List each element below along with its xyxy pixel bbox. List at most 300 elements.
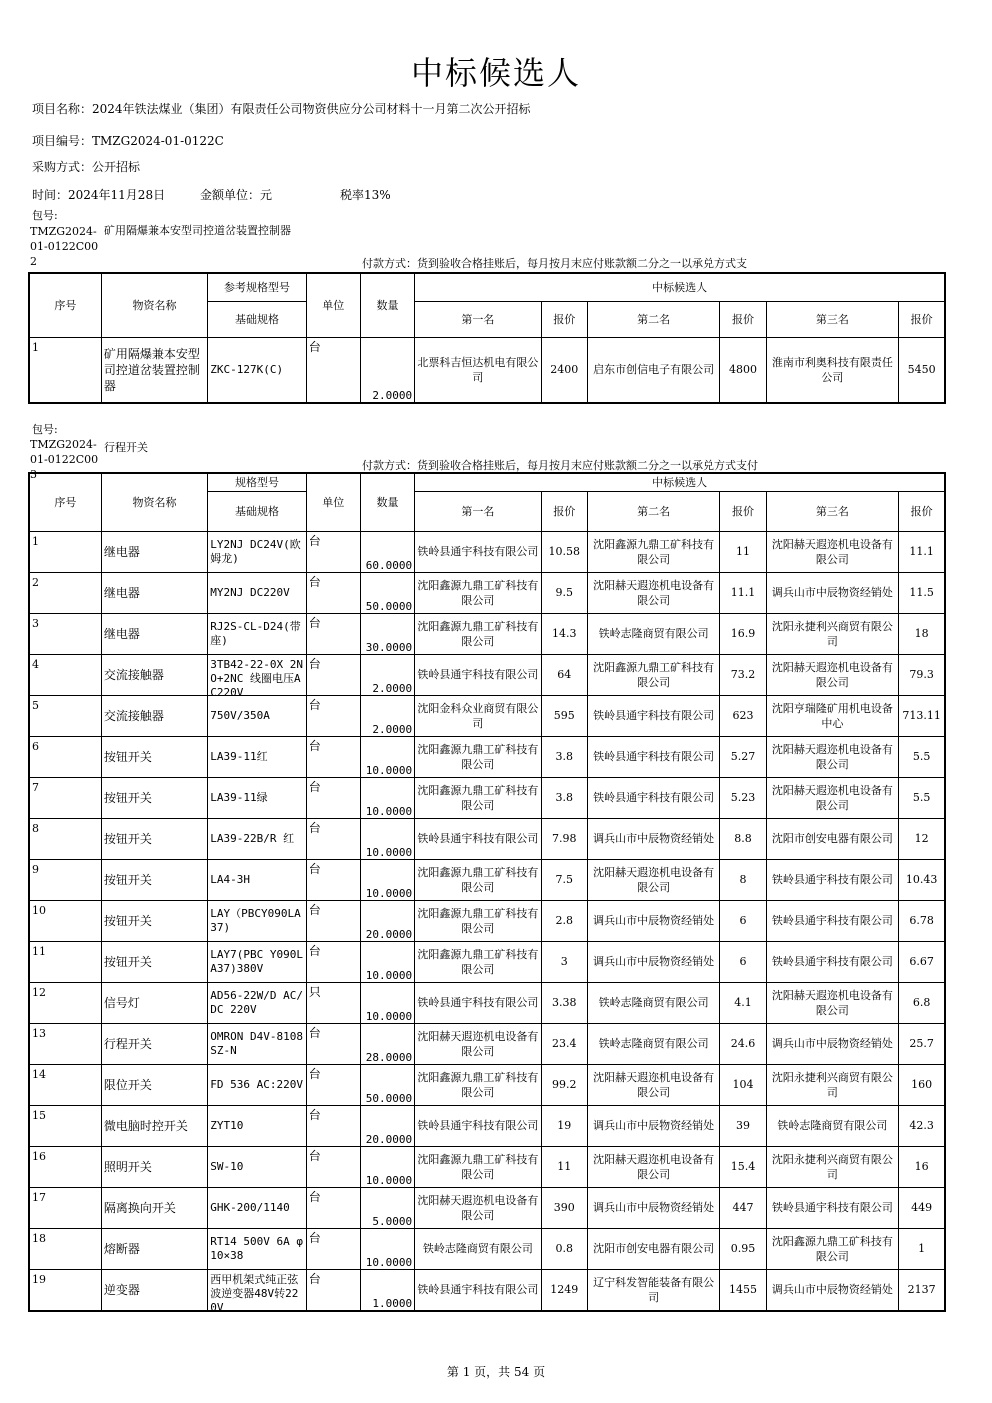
material-name-text: 隔离换向开关 [103,1200,176,1215]
candidate-third-name: 沈阳永捷利兴商贸有限公司 [771,1152,893,1181]
table-row [29,1023,945,1064]
table-row [29,1228,945,1269]
cell-unit [306,941,360,982]
cell-candidate-first [415,900,542,941]
cell-spec [208,572,306,613]
table-row [29,1269,945,1311]
cell-qty [360,1187,414,1228]
candidate-first-name: 沈阳鑫源九鼎工矿科技有限公司 [417,619,539,648]
spec-text: GHK-200/1140 [210,1200,290,1214]
seq-text: 11 [32,944,46,958]
cell-unit [306,1146,360,1187]
cell-unit [306,859,360,900]
material-name-text: 逆变器 [103,1282,140,1297]
cell-candidate-third [766,1023,899,1064]
seq-text: 15 [32,1108,46,1122]
cell-material-name [101,982,207,1023]
cell-qty [360,859,414,900]
seq-text: 12 [32,985,46,999]
cell-unit [306,1269,360,1311]
cell-spec [208,777,306,818]
header-qty: 数量 [360,473,414,531]
cell-candidate-third [766,982,899,1023]
candidate-third-name: 沈阳赫天遐迩机电设备有限公司 [771,660,893,689]
cell-spec [208,1146,306,1187]
cell-candidate-third [766,613,899,654]
cell-qty [360,982,414,1023]
spec-text: 3TB42-22-0X 2NO+2NC 线圈电压AC220V [210,657,303,699]
candidate-third-name: 沈阳永捷利兴商贸有限公司 [771,1070,893,1099]
cell-unit [306,572,360,613]
candidate-second-name: 调兵山市中辰物资经销处 [593,832,715,845]
cell-qty [360,777,414,818]
cell-candidate-second [587,736,720,777]
cell-qty [360,1064,414,1105]
cell-spec [208,654,306,699]
table-row [29,1146,945,1187]
header-spec: 基础规格 [208,491,306,531]
material-name-text: 交流接触器 [103,667,164,682]
candidate-second-name: 铁岭志隆商贸有限公司 [598,996,709,1009]
material-name-text: 继电器 [103,544,140,559]
cell-candidate-third [766,1146,899,1187]
cell-seq [29,572,101,613]
cell-price-third: 11.1 [899,531,945,572]
cell-price-third: 6.78 [899,900,945,941]
table-row [29,859,945,900]
seq-text: 10 [32,903,46,917]
unit-text: 台 [308,574,321,589]
cell-price-third: 1 [899,1228,945,1269]
candidate-first-name: 沈阳鑫源九鼎工矿科技有限公司 [417,578,539,607]
candidate-first-name: 沈阳鑫源九鼎工矿科技有限公司 [417,742,539,771]
table-row [29,572,945,613]
cell-price-third: 5450 [899,337,945,403]
cell-unit [306,1064,360,1105]
candidate-third-name: 调兵山市中辰物资经销处 [771,1037,893,1050]
cell-candidate-third [766,1187,899,1228]
package-description: 矿用隔爆兼本安型司控道岔装置控制器 [104,224,291,237]
cell-price-second: 4.1 [720,982,766,1023]
qty-text: 2.0000 [372,722,413,736]
cell-candidate-first [415,982,542,1023]
project-name: 项目名称：2024年铁法煤业（集团）有限责任公司物资供应分公司材料十一月第二次公开招标 [32,102,531,116]
cell-material-name [101,1105,207,1146]
cell-price-second: 24.6 [720,1023,766,1064]
cell-spec [208,859,306,900]
cell-qty [360,1228,414,1269]
cell-candidate-first [415,1023,542,1064]
cell-material-name [101,695,207,736]
cell-material-name [101,613,207,654]
candidate-second-name: 调兵山市中辰物资经销处 [593,955,715,968]
table-row [29,736,945,777]
unit-text: 台 [308,779,321,794]
header-second: 第二名 [587,491,720,531]
candidate-third-name: 铁岭志隆商贸有限公司 [777,1119,888,1132]
candidate-second-name: 铁岭志隆商贸有限公司 [598,627,709,640]
cell-material-name [101,900,207,941]
cell-price-second: 16.9 [720,613,766,654]
candidate-third-name: 铁岭县通宇科技有限公司 [771,1201,893,1214]
spec-text: AD56-22W/D AC/DC 220V [210,988,303,1016]
cell-price-first: 1249 [541,1269,587,1311]
material-name-text: 微电脑时控开关 [103,1118,188,1133]
cell-spec [208,1228,306,1269]
header-seq: 序号 [29,473,101,531]
cell-material-name [101,1187,207,1228]
cell-price-first: 99.2 [541,1064,587,1105]
cell-price-third: 42.3 [899,1105,945,1146]
cell-candidate-second [587,1228,720,1269]
purchase-method: 采购方式：公开招标 [32,160,141,174]
table-row [29,531,945,572]
cell-price-third: 18 [899,613,945,654]
unit-text: 台 [308,738,321,753]
cell-spec [208,736,306,777]
cell-material-name [101,1023,207,1064]
qty-text: 1.0000 [372,1296,413,1310]
cell-material-name [101,1228,207,1269]
seq-text: 1 [32,534,39,548]
candidate-first-name: 沈阳鑫源九鼎工矿科技有限公司 [417,865,539,894]
cell-candidate-first [415,531,542,572]
material-name-text: 按钮开关 [103,790,152,805]
cell-spec [208,941,306,982]
project-number: 项目编号：TMZG2024-01-0122C [32,134,224,148]
spec-text: LAY7(PBC Y090LA37)380V [210,947,303,975]
cell-candidate-third [766,1269,899,1311]
cell-qty [360,900,414,941]
page-footer: 第 1 页，共 54 页 [446,1365,546,1379]
qty-text: 10.0000 [365,886,413,900]
bid-table-package-2 [28,472,946,1312]
cell-candidate-third [766,695,899,736]
cell-material-name [101,941,207,982]
qty-text: 10.0000 [365,845,413,859]
cell-candidate-third [766,818,899,859]
page-title: 中标候选人 [410,54,581,92]
candidate-second-name: 调兵山市中辰物资经销处 [593,1119,715,1132]
cell-price-first: 7.98 [541,818,587,859]
candidate-third-name: 沈阳赫天遐迩机电设备有限公司 [771,742,893,771]
table-row [29,613,945,654]
cell-seq [29,1023,101,1064]
seq-text: 8 [32,821,39,835]
cell-candidate-second [587,900,720,941]
candidate-third-name: 调兵山市中辰物资经销处 [771,586,893,599]
cell-unit [306,900,360,941]
cell-qty [360,1146,414,1187]
cell-unit [306,1187,360,1228]
seq-text: 19 [32,1272,46,1286]
table-row [29,900,945,941]
cell-candidate-first [415,613,542,654]
seq-text: 13 [32,1026,46,1040]
unit-text: 台 [308,1025,321,1040]
cell-price-third: 79.3 [899,654,945,695]
seq-text: 5 [32,698,39,712]
cell-candidate-first [415,654,542,695]
cell-unit [306,982,360,1023]
cell-price-second: 104 [720,1064,766,1105]
cell-unit [306,777,360,818]
unit-text: 台 [308,615,321,630]
candidate-second-name: 沈阳市创安电器有限公司 [593,1242,715,1255]
candidate-second-name: 调兵山市中辰物资经销处 [593,914,715,927]
cell-spec [208,1105,306,1146]
qty-text: 60.0000 [365,558,413,572]
seq-text: 7 [32,780,39,794]
candidate-first-name: 沈阳鑫源九鼎工矿科技有限公司 [417,783,539,812]
cell-candidate-first [415,572,542,613]
material-name-text: 交流接触器 [103,708,164,723]
cell-price-third: 12 [899,818,945,859]
seq-text: 9 [32,862,39,876]
cell-spec [208,1187,306,1228]
candidate-third-name: 沈阳永捷利兴商贸有限公司 [771,619,893,648]
tax-rate: 税率13% [340,188,391,202]
spec-text: 西甲机架式纯正弦波逆变器48V转220V [210,1272,299,1314]
currency-unit: 金额单位：元 [200,188,273,202]
cell-material-name [101,654,207,695]
unit-text: 台 [308,339,321,354]
cell-price-second: 11 [720,531,766,572]
cell-material-name [101,337,207,403]
cell-price-second: 6 [720,900,766,941]
header-spec-group: 参考规格型号 [208,273,306,301]
cell-price-third: 5.5 [899,777,945,818]
material-name-text: 继电器 [103,585,140,600]
cell-candidate-second [587,1064,720,1105]
table-row [29,1105,945,1146]
qty-text: 10.0000 [365,1173,413,1187]
cell-material-name [101,1064,207,1105]
cell-seq [29,736,101,777]
cell-price-third: 2137 [899,1269,945,1311]
unit-text: 台 [308,1271,321,1286]
qty-text: 30.0000 [365,640,413,654]
cell-unit [306,613,360,654]
cell-candidate-third [766,777,899,818]
cell-candidate-first [415,337,542,403]
candidate-second-name: 辽宁科发智能装备有限公司 [593,1275,715,1304]
cell-price-first: 19 [541,1105,587,1146]
table-row [29,337,945,403]
cell-price-second: 8 [720,859,766,900]
cell-price-first: 595 [541,695,587,736]
header-price: 报价 [899,491,945,531]
cell-candidate-first [415,818,542,859]
table-row [29,1064,945,1105]
cell-price-first: 9.5 [541,572,587,613]
candidate-first-name: 沈阳鑫源九鼎工矿科技有限公司 [417,1152,539,1181]
qty-text: 20.0000 [365,1132,413,1146]
cell-price-second: 11.1 [720,572,766,613]
spec-text: MY2NJ DC220V [210,585,290,599]
header-third: 第三名 [766,301,899,337]
cell-candidate-first [415,941,542,982]
cell-seq [29,654,101,695]
bid-table-package-1 [28,272,946,404]
seq-text: 14 [32,1067,46,1081]
cell-price-second: 8.8 [720,818,766,859]
candidate-second-name: 铁岭志隆商贸有限公司 [598,1037,709,1050]
cell-qty [360,1269,414,1311]
cell-seq [29,900,101,941]
cell-seq [29,1105,101,1146]
cell-unit [306,531,360,572]
payment-terms: 付款方式：货到验收合格挂账后，每月按月末应付账款额二分之一以承兑方式支付 [362,459,758,472]
material-name-text: 限位开关 [103,1077,152,1092]
cell-candidate-second [587,654,720,695]
candidate-second-name: 调兵山市中辰物资经销处 [593,1201,715,1214]
header-qty: 数量 [360,273,414,337]
cell-material-name [101,572,207,613]
cell-material-name [101,1269,207,1311]
cell-price-first: 23.4 [541,1023,587,1064]
qty-text: 50.0000 [365,1091,413,1105]
candidate-first-name: 铁岭县通宇科技有限公司 [417,545,539,558]
spec-text: LA39-11绿 [210,790,268,804]
cell-candidate-second [587,531,720,572]
unit-text: 台 [308,1189,321,1204]
seq-text: 1 [32,340,39,354]
cell-unit [306,695,360,736]
candidate-second-name: 沈阳鑫源九鼎工矿科技有限公司 [593,537,715,566]
material-name-text: 行程开关 [103,1036,152,1051]
unit-text: 台 [308,1230,321,1245]
candidate-third-name: 淮南市利奥科技有限责任公司 [771,355,893,384]
cell-unit [306,1023,360,1064]
cell-candidate-first [415,1269,542,1311]
table-row [29,941,945,982]
material-name-text: 矿用隔爆兼本安型司控道岔装置控制器 [103,346,200,393]
candidate-second-name: 铁岭县通宇科技有限公司 [593,791,715,804]
qty-text: 2.0000 [372,388,413,402]
seq-text: 18 [32,1231,46,1245]
unit-text: 台 [308,820,321,835]
material-name-text: 按钮开关 [103,831,152,846]
cell-candidate-third [766,859,899,900]
header-seq: 序号 [29,273,101,337]
cell-candidate-third [766,1228,899,1269]
cell-price-third: 6.67 [899,941,945,982]
cell-candidate-third [766,941,899,982]
material-name-text: 继电器 [103,626,140,641]
candidate-third-name: 铁岭县通宇科技有限公司 [771,873,893,886]
cell-qty [360,531,414,572]
qty-text: 10.0000 [365,1009,413,1023]
candidate-first-name: 铁岭县通宇科技有限公司 [417,832,539,845]
date: 时间：2024年11月28日 [32,188,166,202]
candidate-third-name: 沈阳赫天遐迩机电设备有限公司 [771,783,893,812]
cell-candidate-third [766,736,899,777]
cell-seq [29,982,101,1023]
cell-price-third: 10.43 [899,859,945,900]
cell-price-first: 390 [541,1187,587,1228]
cell-price-second: 4800 [720,337,766,403]
spec-text: RJ2S-CL-D24(带座) [210,619,301,647]
cell-spec [208,1023,306,1064]
candidate-second-name: 沈阳赫天遐迩机电设备有限公司 [593,578,715,607]
package-code: TMZG2024-01-0122C003 [30,438,99,481]
unit-text: 只 [308,984,321,999]
header-candidates: 中标候选人 [415,273,945,301]
seq-text: 6 [32,739,39,753]
cell-price-third: 6.8 [899,982,945,1023]
unit-text: 台 [308,656,321,671]
cell-candidate-second [587,572,720,613]
cell-price-first: 3.8 [541,777,587,818]
cell-candidate-second [587,982,720,1023]
header-price: 报价 [541,491,587,531]
cell-price-second: 0.95 [720,1228,766,1269]
seq-text: 17 [32,1190,46,1204]
cell-candidate-first [415,1146,542,1187]
package-code: TMZG2024-01-0122C002 [30,225,99,268]
candidate-first-name: 沈阳赫天遐迩机电设备有限公司 [417,1029,539,1058]
cell-candidate-first [415,1228,542,1269]
candidate-first-name: 铁岭县通宇科技有限公司 [417,668,539,681]
spec-text: LA39-22B/R 红 [210,831,295,845]
cell-price-third: 11.5 [899,572,945,613]
cell-candidate-second [587,337,720,403]
cell-candidate-second [587,1187,720,1228]
header-name: 物资名称 [101,273,207,337]
candidate-third-name: 调兵山市中辰物资经销处 [771,1283,893,1296]
cell-candidate-second [587,613,720,654]
unit-text: 台 [308,697,321,712]
header-spec-group: 规格型号 [208,473,306,491]
cell-candidate-first [415,1187,542,1228]
candidate-first-name: 沈阳赫天遐迩机电设备有限公司 [417,1193,539,1222]
cell-unit [306,1228,360,1269]
spec-text: LY2NJ DC24V(欧姆龙) [210,537,301,565]
cell-material-name [101,859,207,900]
qty-text: 10.0000 [365,968,413,982]
unit-text: 台 [308,861,321,876]
candidate-first-name: 沈阳鑫源九鼎工矿科技有限公司 [417,1070,539,1099]
candidate-first-name: 北票科吉恒达机电有限公司 [417,355,539,384]
cell-qty [360,1023,414,1064]
cell-candidate-second [587,1269,720,1311]
candidate-second-name: 铁岭县通宇科技有限公司 [593,750,715,763]
candidate-third-name: 铁岭县通宇科技有限公司 [771,914,893,927]
cell-qty [360,818,414,859]
cell-material-name [101,777,207,818]
unit-text: 台 [308,1066,321,1081]
material-name-text: 按钮开关 [103,954,152,969]
spec-text: FD 536 AC:220V [210,1077,303,1091]
candidate-third-name: 沈阳鑫源九鼎工矿科技有限公司 [771,1234,893,1263]
candidate-third-name: 沈阳赫天遐迩机电设备有限公司 [771,988,893,1017]
header-first: 第一名 [415,301,542,337]
cell-candidate-second [587,1023,720,1064]
cell-unit [306,1105,360,1146]
cell-material-name [101,818,207,859]
cell-price-second: 6 [720,941,766,982]
header-candidates: 中标候选人 [415,473,945,491]
cell-price-second: 5.23 [720,777,766,818]
cell-qty [360,695,414,736]
cell-candidate-first [415,777,542,818]
seq-text: 3 [32,616,39,630]
candidate-second-name: 铁岭县通宇科技有限公司 [593,709,715,722]
spec-text: OMRON D4V-8108SZ-N [210,1029,303,1057]
cell-qty [360,941,414,982]
cell-qty [360,613,414,654]
